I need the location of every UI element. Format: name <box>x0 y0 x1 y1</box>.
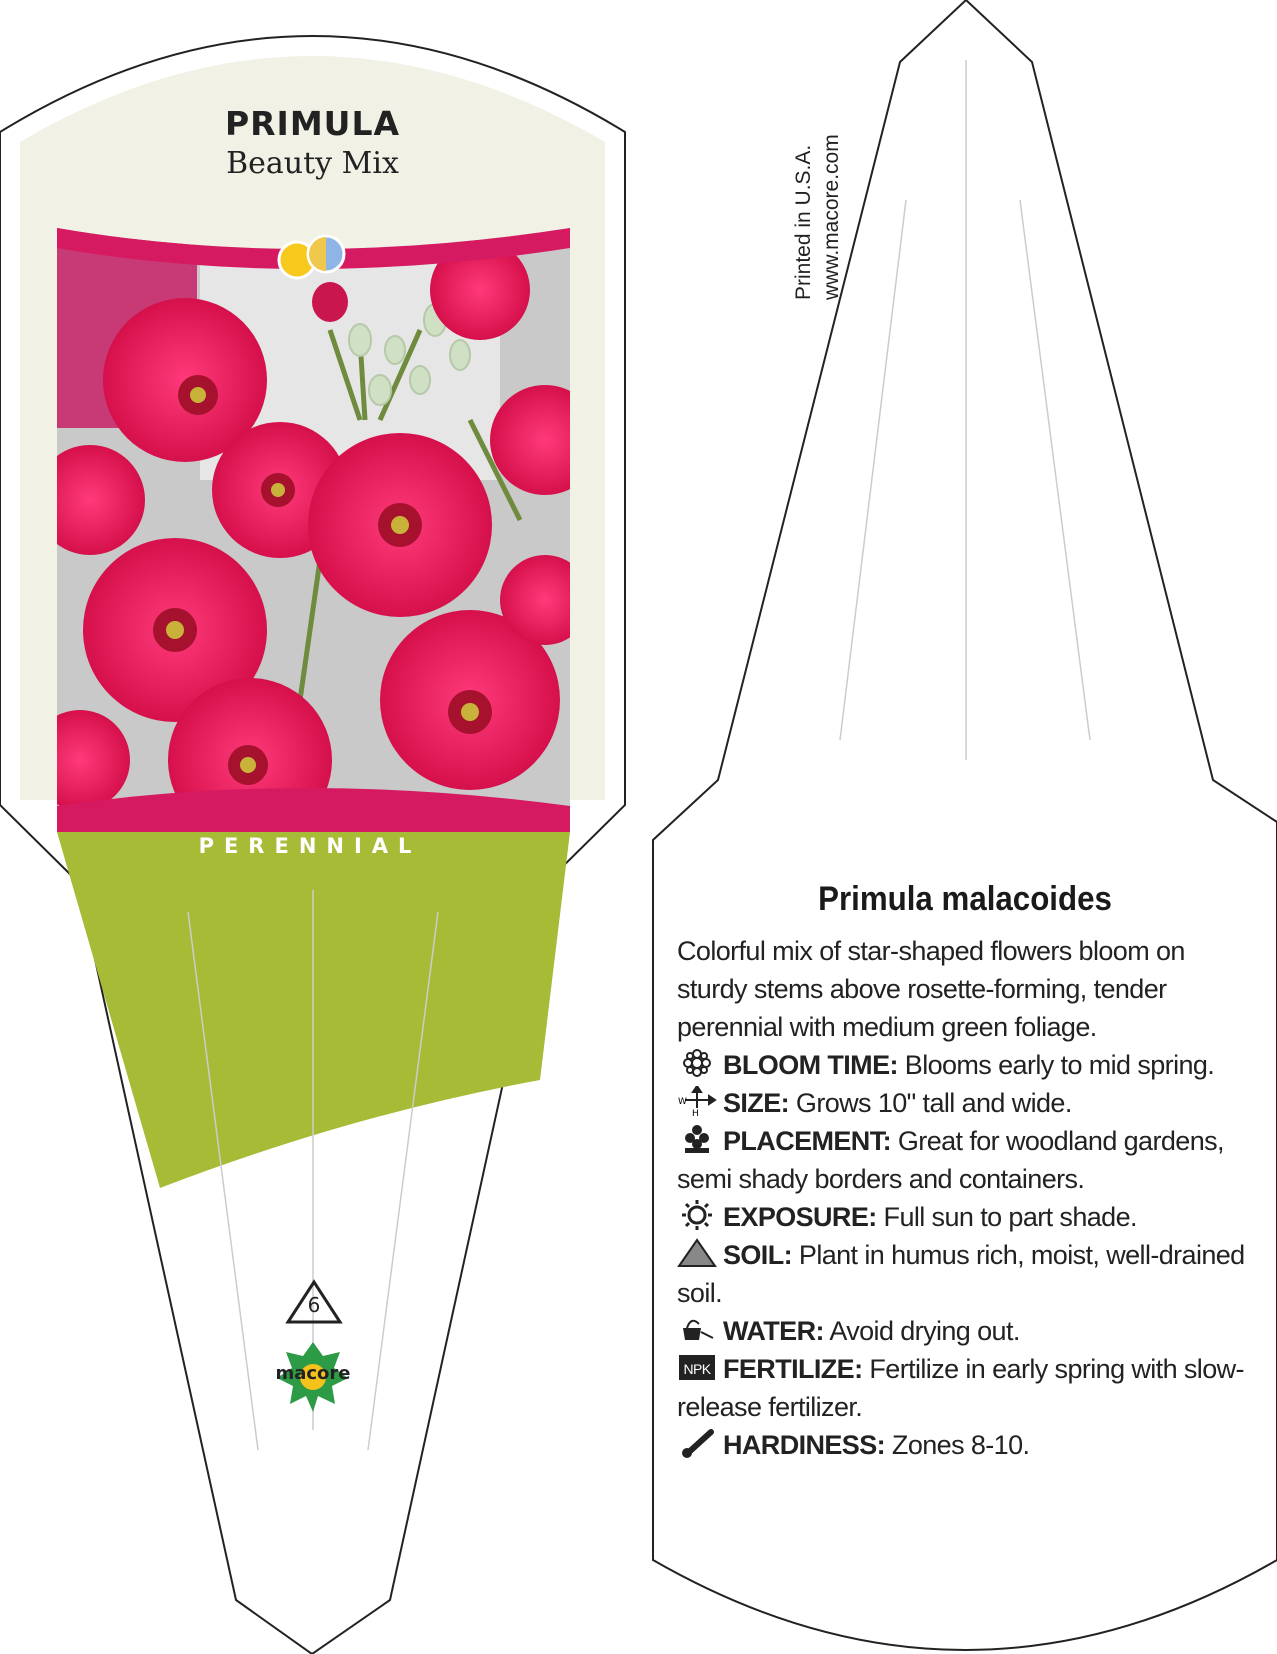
exposure-label: EXPOSURE: <box>723 1202 877 1232</box>
macore-logo-text: macore <box>275 1363 351 1384</box>
placement-icon <box>677 1124 717 1154</box>
soil-label: SOIL: <box>723 1240 792 1270</box>
thermometer-icon <box>677 1428 717 1458</box>
flower-icon <box>677 1048 717 1078</box>
soil-row <box>677 1236 1257 1312</box>
svg-text:W: W <box>678 1097 687 1107</box>
hardiness-row <box>677 1426 1257 1464</box>
care-info <box>677 932 1257 1464</box>
website: www.macore.com <box>820 134 843 300</box>
water-value: Avoid drying out. <box>829 1316 1020 1346</box>
plant-title: PRIMULA <box>224 104 401 143</box>
size-row <box>677 1084 1257 1122</box>
scientific-name: Primula malacoides <box>818 880 1112 918</box>
bloom-time-value: Blooms early to mid spring. <box>904 1050 1215 1080</box>
exposure-value: Full sun to part shade. <box>883 1202 1137 1232</box>
sun-icon <box>677 1200 717 1230</box>
fertilize-row <box>677 1350 1257 1426</box>
size-label: SIZE: <box>723 1088 790 1118</box>
size-arrows-icon <box>677 1086 717 1116</box>
description: Colorful mix of star-shaped flowers bloom on sturdy stems above rosette-forming, tender perennial with medium green foliage. <box>677 936 1185 1042</box>
water-label: WATER: <box>723 1316 824 1346</box>
svg-text:H: H <box>692 1109 699 1116</box>
printed-in: Printed in U.S.A. <box>792 144 815 300</box>
fertilize-value: Fertilize in early spring with slow-release fertilizer. <box>677 1354 1244 1422</box>
fertilize-label: FERTILIZE: <box>723 1354 863 1384</box>
perennial-banner: PERENNIAL <box>198 834 422 858</box>
watering-can-icon <box>677 1314 717 1344</box>
bloom-time-label: BLOOM TIME: <box>723 1050 898 1080</box>
exposure-row <box>677 1198 1257 1236</box>
placement-row <box>677 1122 1257 1198</box>
size-value: Grows 10" tall and wide. <box>795 1088 1072 1118</box>
hardiness-value: Zones 8-10. <box>891 1430 1030 1460</box>
printed-info <box>790 40 846 300</box>
plant-variety: Beauty Mix <box>226 146 399 181</box>
water-row <box>677 1312 1257 1350</box>
flower-photo <box>30 228 600 842</box>
recycle-number: 6 <box>307 1293 321 1317</box>
npk-icon <box>677 1352 717 1382</box>
hardiness-label: HARDINESS: <box>723 1430 886 1460</box>
bloom-time-row <box>677 1046 1257 1084</box>
placement-value: Great for woodland gardens, semi shady borders and containers. <box>677 1126 1224 1194</box>
soil-value: Plant in humus rich, moist, well-drained soil. <box>677 1240 1245 1308</box>
soil-icon <box>677 1238 717 1268</box>
npk-text: NPK <box>683 1361 711 1377</box>
placement-label: PLACEMENT: <box>723 1126 891 1156</box>
